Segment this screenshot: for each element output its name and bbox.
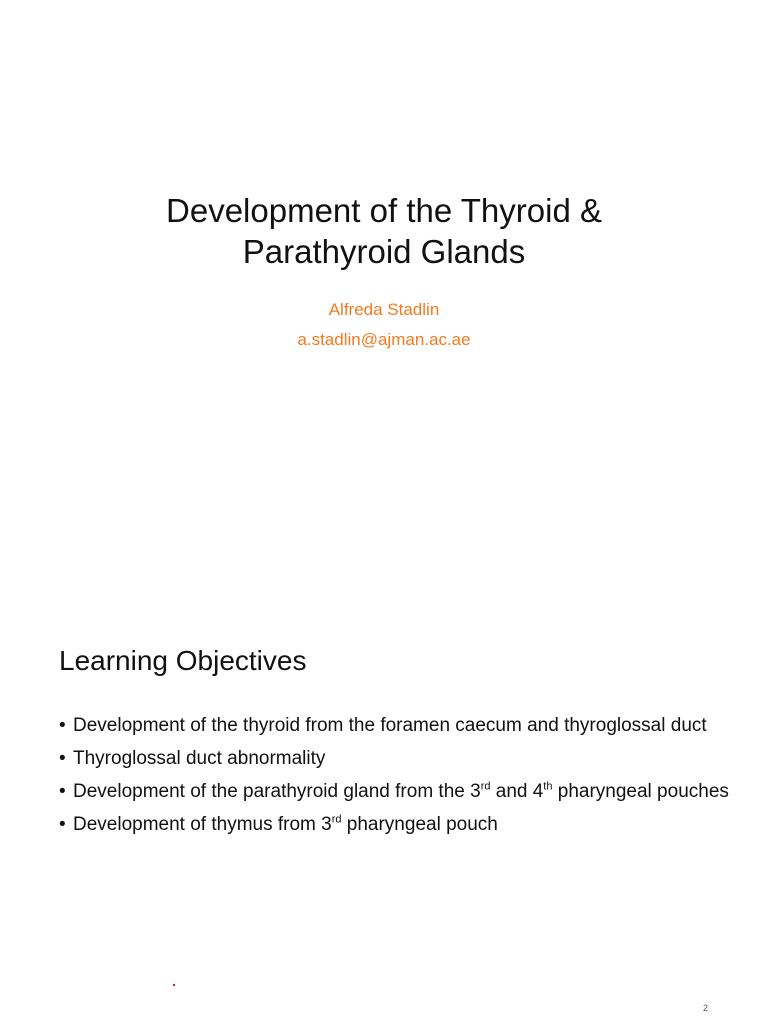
list-item xyxy=(59,813,729,837)
objectives-slide xyxy=(0,512,768,1024)
author-name: Alfreda Stadlin xyxy=(328,300,440,319)
title-line-1: Development of the Thyroid & xyxy=(166,192,602,229)
presentation-title xyxy=(40,190,728,272)
list-item xyxy=(59,714,729,738)
ordinal-suffix: rd xyxy=(331,813,342,826)
objective-text: pharyngeal pouches xyxy=(552,781,729,802)
objectives-heading: Learning Objectives xyxy=(59,645,307,676)
ordinal-suffix: th xyxy=(543,780,553,793)
objective-text: pharyngeal pouch xyxy=(341,814,498,835)
bullet-icon: • xyxy=(59,715,66,736)
ordinal-suffix: rd xyxy=(480,780,491,793)
objective-text: Thyroglossal duct abnormality xyxy=(73,748,326,769)
bullet-icon: • xyxy=(59,781,66,802)
objective-text: Development of the thyroid from the foramen caecum and thyroglossal duct xyxy=(73,715,707,736)
objective-text: Development of thymus from 3 xyxy=(73,814,332,835)
list-item xyxy=(59,747,729,771)
title-line-2: Parathyroid Glands xyxy=(242,233,526,270)
author-email: a.stadlin@ajman.ac.ae xyxy=(297,330,471,349)
objective-text: and 4 xyxy=(490,781,544,802)
bullet-icon: • xyxy=(59,814,66,835)
objectives-list xyxy=(59,714,729,846)
bullet-icon: • xyxy=(59,748,66,769)
list-item xyxy=(59,780,729,804)
page-number: 2 xyxy=(702,1003,708,1013)
red-dot-mark xyxy=(173,984,175,986)
objective-text: Development of the parathyroid gland from the 3 xyxy=(73,781,481,802)
